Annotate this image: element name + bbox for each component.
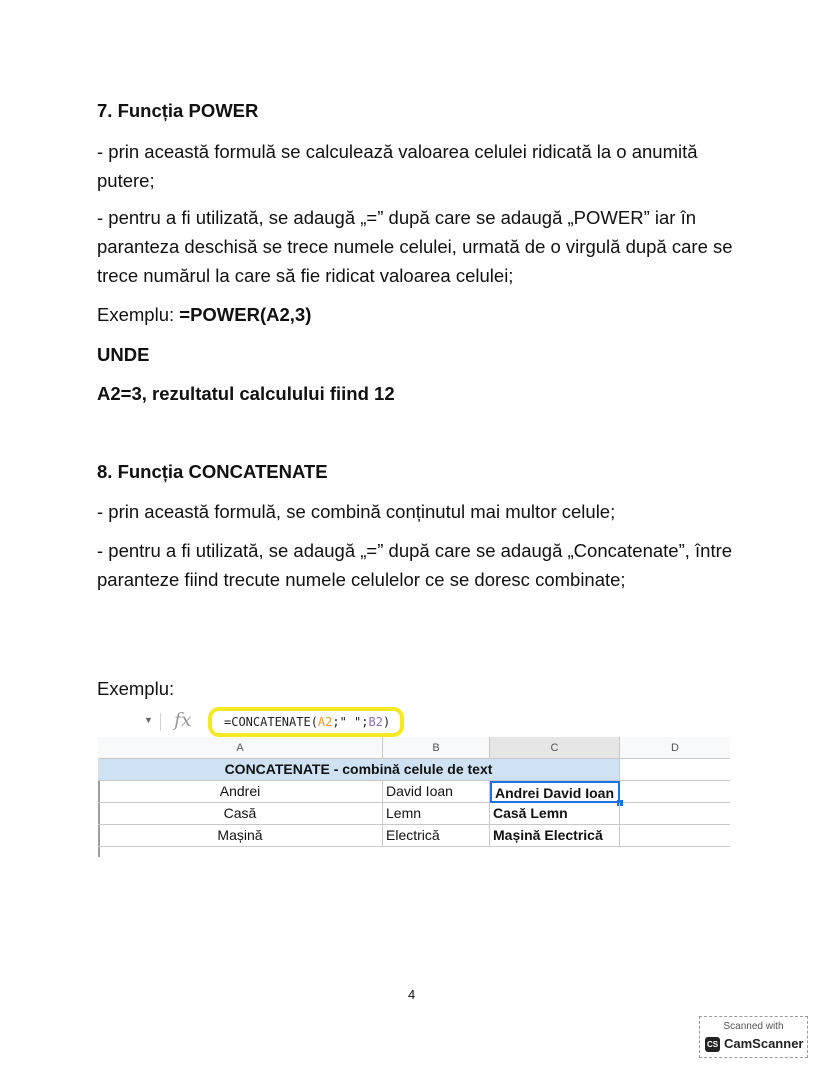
badge-caption: Scanned with [723,1021,784,1032]
column-header-b: B [383,737,490,759]
section-7-paragraph-1: - prin această formulă se calculează valoarea celulei ridicată la o anumită putere; [97,141,698,191]
formula-bar [98,707,730,738]
empty-cell [620,759,730,781]
section-8-paragraph-2: - pentru a fi utilizată, se adaugă „=” după care se adaugă „Concatenate”, între paranteze fiind trecute numele celulelor ce se doresc combinate; [97,540,733,590]
section-7-result: A2=3, rezultatul calculului fiind 12 [97,383,395,404]
formula-text [224,715,390,729]
formula-ref-b2: B2 [368,715,383,729]
section-7-heading: 7. Funcția POWER [97,100,259,121]
section-7-unde: UNDE [97,344,150,365]
column-header-row [98,737,730,759]
formula-prefix: =CONCATENATE( [224,715,318,729]
section-7-paragraph-2: - pentru a fi utilizată, se adaugă „=” după care se adaugă „POWER” iar în paranteza deschisă se trece numele celulei, urmată de o virgulă după care se trece numărul la care să fie ridicat valoarea celulei; [97,207,733,286]
section-8-paragraph-1: - prin această formulă, se combină conținutul mai multor celule; [97,501,616,522]
cell-b: Lemn [383,803,490,825]
cell-b: Electrică [383,825,490,847]
divider [160,713,161,731]
formula-suffix: ) [382,715,391,729]
active-cell-c: Andrei David Ioan [490,781,620,803]
spreadsheet-screenshot [98,707,730,857]
cell-c: Casă Lemn [490,803,620,825]
section-8-example-label: Exemplu: [97,678,175,699]
formula-middle: ;" "; [332,715,369,729]
merged-title-cell: CONCATENATE - combină celule de text [98,759,620,781]
cell-a: Andrei [98,781,383,803]
fx-icon: fx [174,709,192,731]
formula-highlight [208,707,404,737]
camscanner-badge [699,1016,808,1058]
badge-brand-name: CamScanner [724,1036,804,1051]
example-formula: =POWER(A2,3) [179,304,312,325]
dropdown-arrow-icon: ▼ [144,715,153,725]
camscanner-logo-icon: CS [705,1037,720,1052]
cell-b: David Ioan [383,781,490,803]
section-7-example [97,300,737,329]
cell-a: Casă [98,803,383,825]
formula-ref-a2: A2 [317,715,333,729]
empty-cell [620,825,730,847]
column-header-d: D [620,737,730,759]
column-header-a: A [98,737,383,759]
page-number: 4 [408,987,416,1002]
table-row [98,781,730,803]
example-label: Exemplu: [97,304,180,325]
table-row [98,803,730,825]
section-8-heading: 8. Funcția CONCATENATE [97,461,328,482]
cell-a: Mașină [98,825,383,847]
empty-cell [620,781,730,803]
table-row [98,825,730,847]
cell-c: Mașină Electrică [490,825,620,847]
table-row [98,759,730,781]
column-header-c: C [490,737,620,759]
empty-cell [620,803,730,825]
